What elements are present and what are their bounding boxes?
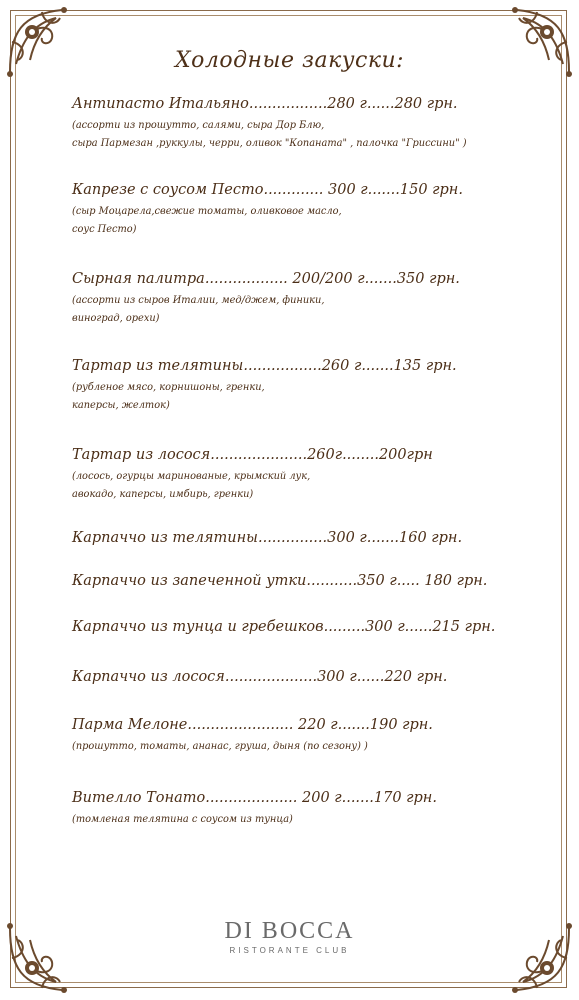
description-line: (прошутто, томаты, ананас, груша, дыня (по сезону) ) — [72, 741, 368, 752]
menu-item-line: Тартар из телятины.................260 г.......135 грн. — [72, 358, 457, 374]
menu-item — [72, 270, 512, 328]
menu-item-line: Карпаччо из запеченной утки...........350 г..... 180 грн. — [72, 573, 488, 589]
brand-logo — [0, 918, 579, 955]
description-line: каперсы, желток) — [72, 400, 170, 411]
menu-item-description — [72, 379, 512, 415]
menu-item — [72, 716, 512, 756]
menu-item — [72, 357, 512, 415]
description-line: (ассорти из сыров Италии, мед/джем, финики, — [72, 295, 325, 306]
menu-item — [72, 668, 512, 686]
brand-subtitle: RISTORANTE CLUB — [229, 946, 350, 955]
menu-item-description — [72, 811, 512, 829]
menu-item-line: Карпаччо из лосося....................300 г......220 грн. — [72, 669, 448, 685]
description-line: (лосось, огурцы маринованые, крымский лук, — [72, 471, 311, 482]
menu-item-line: Капрезе с соусом Песто............. 300 г.......150 грн. — [72, 182, 463, 198]
menu-item-line: Тартар из лосося.....................260г........200грн — [72, 447, 433, 463]
menu-title: Холодные закуски: — [174, 48, 405, 73]
description-line: соус Песто) — [72, 224, 137, 235]
description-line: сыра Пармезан ,руккулы, черри, оливок "Копаната" , палочка "Гриссини" ) — [72, 138, 467, 149]
menu-item — [72, 446, 512, 504]
menu-item-description — [72, 468, 512, 504]
menu-item — [72, 789, 512, 829]
menu-item-line: Вителло Тонато.................... 200 г.......170 грн. — [72, 790, 437, 806]
menu-item-line: Карпаччо из телятины...............300 г.......160 грн. — [72, 530, 463, 546]
menu-item — [72, 529, 512, 547]
menu-item-description — [72, 117, 512, 153]
menu-item — [72, 618, 512, 636]
brand-name: DI BOCCA — [224, 918, 355, 944]
menu-item — [72, 572, 512, 590]
description-line: (ассорти из прошутто, салями, сыра Дор Блю, — [72, 120, 325, 131]
menu-item-line: Парма Мелоне....................... 220 г.......190 грн. — [72, 717, 433, 733]
description-line: виноград, орехи) — [72, 313, 160, 324]
menu-item — [72, 95, 512, 153]
menu-item-description — [72, 738, 512, 756]
menu-item-line: Антипасто Итальяно.................280 г......280 грн. — [72, 96, 458, 112]
menu-item-line: Карпаччо из тунца и гребешков.........300 г......215 грн. — [72, 619, 496, 635]
description-line: (томленая телятина с соусом из тунца) — [72, 814, 293, 825]
description-line: (рубленое мясо, корнишоны, гренки, — [72, 382, 265, 393]
description-line: (сыр Моцарела,свежие томаты, оливковое масло, — [72, 206, 342, 217]
menu-item — [72, 181, 512, 239]
description-line: авокадо, каперсы, имбирь, гренки) — [72, 489, 254, 500]
menu-item-description — [72, 292, 512, 328]
menu-item-line: Сырная палитра.................. 200/200 г.......350 грн. — [72, 271, 460, 287]
menu-item-description — [72, 203, 512, 239]
